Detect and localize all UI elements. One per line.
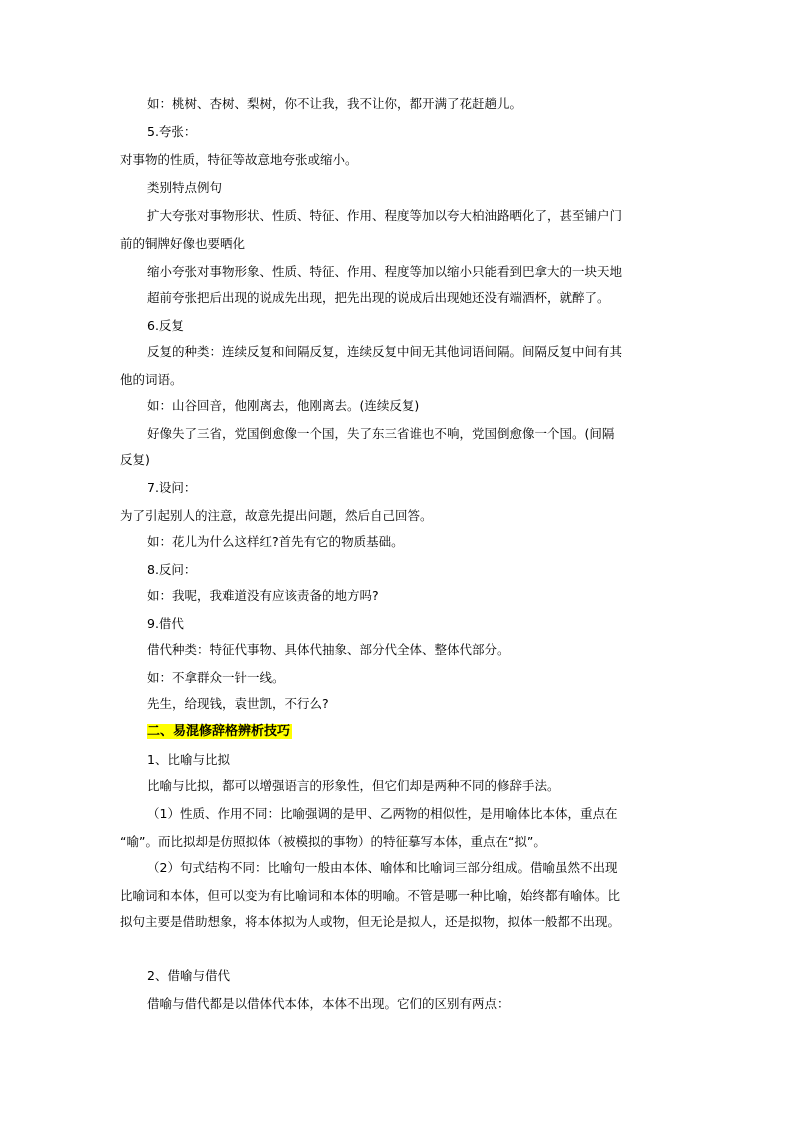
text-line: 1、比喻与比拟 [147, 752, 230, 767]
text-line: 为了引起别人的注意，故意先提出问题，然后自己回答。 [120, 508, 433, 523]
text-line: 他的词语。 [120, 372, 183, 387]
text-line: 前的铜牌好像也要晒化 [120, 236, 246, 251]
text-line: 超前夸张把后出现的说成先出现，把先出现的说成后出现她还没有端酒杯，就醉了。 [147, 290, 610, 305]
text-line: 如：山谷回音，他刚离去，他刚离去。(连续反复) [147, 398, 420, 413]
section-heading [147, 724, 292, 740]
text-line: 如：桃树、杏树、梨树，你不让我，我不让你，都开满了花赶趟儿。 [147, 96, 523, 111]
text-line: 如：花儿为什么这样红?首先有它的物质基础。 [147, 534, 404, 549]
text-line: 6.反复 [147, 318, 184, 333]
section-heading-text: 二、易混修辞格辨析技巧 [147, 724, 291, 739]
text-line: 7.设问： [147, 480, 197, 495]
text-line: （1）性质、作用不同：比喻强调的是甲、乙两物的相似性，是用喻体比本体，重点在 [147, 806, 618, 821]
text-line: 扩大夸张对事物形状、性质、特征、作用、程度等加以夸大柏油路晒化了，甚至铺户门 [147, 208, 623, 223]
text-line: 如：我呢，我难道没有应该责备的地方吗? [147, 588, 379, 603]
text-line: 好像失了三省，党国倒愈像一个国，失了东三省谁也不响，党国倒愈像一个国。(间隔 [147, 426, 615, 441]
text-line: 对事物的性质，特征等故意地夸张或缩小。 [120, 152, 358, 167]
text-line: 比喻与比拟，都可以增强语言的形象性，但它们却是两种不同的修辞手法。 [147, 778, 560, 793]
text-line: 比喻词和本体，但可以变为有比喻词和本体的明喻。不管是哪一种比喻，始终都有喻体。比 [120, 888, 621, 903]
text-line: 缩小夸张对事物形象、性质、特征、作用、程度等加以缩小只能看到巴拿大的一块天地 [147, 264, 623, 279]
text-line: 借代种类：特征代事物、具体代抽象、部分代全体、整体代部分。 [147, 642, 510, 657]
text-line: 2、借喻与借代 [147, 968, 230, 983]
text-line: 反复) [120, 452, 150, 467]
text-line: 5.夸张： [147, 124, 197, 139]
text-line: 拟句主要是借助想象，将本体拟为人或物，但无论是拟人，还是拟物，拟体一般都不出现。 [120, 914, 621, 929]
text-line: （2）句式结构不同：比喻句一般由本体、喻体和比喻词三部分组成。借喻虽然不出现 [147, 860, 618, 875]
text-line: 如：不拿群众一针一线。 [147, 670, 285, 685]
text-line: 9.借代 [147, 616, 184, 631]
text-line: 借喻与借代都是以借体代本体，本体不出现。它们的区别有两点： [147, 996, 510, 1011]
text-line: 8.反问： [147, 562, 197, 577]
text-line: “喻”。而比拟却是仿照拟体（被模拟的事物）的特征摹写本体，重点在“拟”。 [120, 834, 546, 849]
text-line: 类别特点例句 [147, 180, 223, 195]
text-line: 先生，给现钱，袁世凯，不行么? [147, 696, 329, 711]
text-line: 反复的种类：连续反复和间隔反复，连续反复中间无其他词语间隔。间隔反复中间有其 [147, 344, 623, 359]
